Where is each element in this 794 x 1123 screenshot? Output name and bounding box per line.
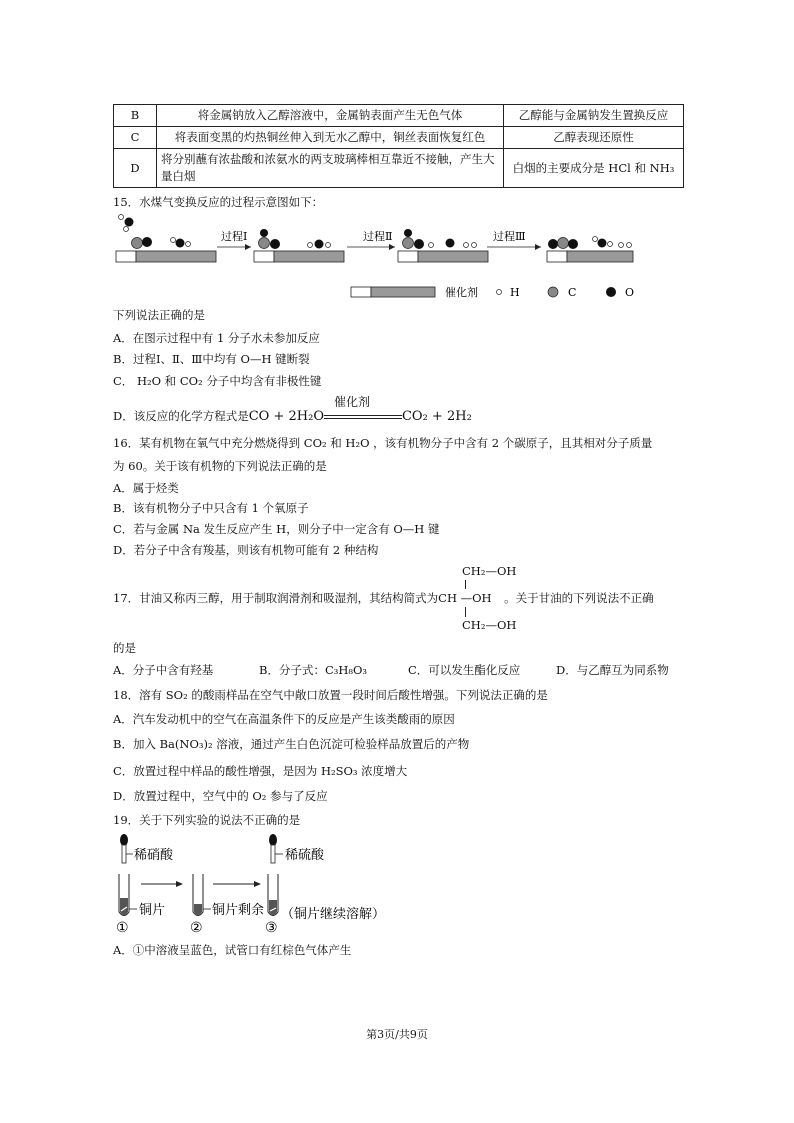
q18-option-c: C．放置过程中样品的酸性增强，是因为 H₂SO₃ 浓度增大 (113, 764, 408, 778)
q17-stem: 17．甘油又称丙三醇，用于制取润滑剂和吸湿剂，其结构简式为CH —OH 。关于甘油的下列说法不正确 (113, 591, 654, 605)
q18-option-a: A．汽车发动机中的空气在高温条件下的反应是产生该类酸雨的原因 (113, 712, 455, 726)
q17-stem-2: 的是 (113, 641, 136, 655)
table-row (114, 149, 684, 188)
water-gas-shift-diagram (113, 210, 643, 300)
row-label: B (114, 105, 157, 127)
row-label: C (114, 127, 157, 149)
q15-ask: 下列说法正确的是 (113, 308, 205, 322)
q19-option-a: A．①中溶液呈蓝色，试管口有红棕色气体产生 (113, 943, 352, 957)
table-row (114, 127, 684, 149)
dilute-nitric-acid-label: 稀硝酸 (134, 848, 174, 863)
q18-stem: 18．溶有 SO₂ 的酸雨样品在空气中敞口放置一段时间后酸性增强。下列说法正确的是 (113, 688, 548, 702)
dilute-sulfuric-acid-label: 稀硫酸 (285, 848, 325, 863)
q17-option-a: A．分子中含有羟基 (113, 663, 214, 677)
q16-option-b: B．该有机物分子中只含有 1 个氧原子 (113, 501, 309, 515)
legend-o: O (625, 286, 635, 299)
legend-catalyst: 催化剂 (445, 286, 478, 299)
page-footer: 第3页/共9页 (366, 1028, 428, 1041)
glycerol-bot: CH₂—OH (462, 618, 517, 632)
q16-stem-1: 16．某有机物在氧气中充分燃烧得到 CO₂ 和 H₂O ，该有机物分子中含有 2 个碳原子，且其相对分子质量 (113, 436, 653, 450)
glycerol-mid: CH —OH (438, 591, 492, 605)
catalyst-3 (398, 251, 488, 262)
copper-continues-label: （铜片继续溶解） (281, 907, 386, 922)
q16-option-c: C．若与金属 Na 发生反应产生 H，则分子中一定含有 O—H 键 (113, 522, 440, 536)
q17-option-b: B．分子式：C₃H₈O₃ (259, 663, 368, 677)
glycerol-top: CH₂—OH (462, 564, 517, 578)
q18-option-b: B．加入 Ba(NO₃)₂ 溶液，通过产生白色沉淀可检验样品放置后的产物 (113, 737, 470, 751)
q18-option-d: D．放置过程中，空气中的 O₂ 参与了反应 (113, 789, 328, 803)
catalyst-1 (116, 251, 216, 262)
catalyst-condition: 催化剂 (333, 395, 370, 409)
q16-option-d: D．若分子中含有羧基，则该有机物可能有 2 种结构 (113, 543, 379, 557)
row-conclusion: 乙醇能与金属钠发生置换反应 (504, 105, 684, 127)
process-2-label: 过程Ⅱ (363, 230, 393, 243)
legend-c: C (568, 286, 577, 299)
row-operation: 将分别蘸有浓盐酸和浓氨水的两支玻璃棒相互靠近不接触，产生大量白烟 (157, 149, 504, 188)
process-1-label: 过程Ⅰ (221, 230, 248, 243)
q15-option-b: B．过程Ⅰ、Ⅱ、Ⅲ中均有 O—H 键断裂 (113, 352, 310, 366)
q15-option-a: A．在图示过程中有 1 分子水未参加反应 (113, 331, 320, 345)
q16-option-a: A．属于烃类 (113, 481, 179, 495)
row-operation: 将金属钠放入乙醇溶液中，金属钠表面产生无色气体 (157, 105, 504, 127)
q15-option-d: D．该反应的化学方程式是CO + 2H₂O 催化剂 CO₂ + 2H₂ (113, 395, 472, 424)
q17-option-c: C．可以发生酯化反应 (408, 663, 521, 677)
row-conclusion: 乙醇表现还原性 (504, 127, 684, 149)
tube-3-number: ③ (265, 920, 278, 936)
catalyst-4 (547, 251, 633, 262)
process-3-label: 过程Ⅲ (493, 230, 526, 243)
q19-stem: 19．关于下列实验的说法不正确的是 (113, 813, 301, 827)
row-label: D (114, 149, 157, 188)
tube-2-number: ② (190, 920, 203, 936)
legend-h: H (510, 286, 520, 299)
tube-1-number: ① (116, 920, 129, 936)
copper-experiment-diagram (113, 832, 403, 936)
q15-stem: 15．水煤气变换反应的过程示意图如下： (113, 195, 324, 209)
row-operation: 将表面变黑的灼热铜丝伸入到无水乙醇中，铜丝表面恢复红色 (157, 127, 504, 149)
copper-remaining-label: 铜片剩余 (212, 903, 265, 918)
table-row (114, 105, 684, 127)
row-conclusion: 白烟的主要成分是 HCl 和 NH₃ (504, 149, 684, 188)
option-table (113, 104, 684, 188)
q16-stem-2: 为 60。关于该有机物的下列说法正确的是 (113, 459, 327, 473)
q15-option-c: C． H₂O 和 CO₂ 分子中均含有非极性键 (113, 374, 322, 388)
copper-sheet-label: 铜片 (139, 903, 166, 918)
q17-option-d: D．与乙醇互为同系物 (556, 663, 669, 677)
catalyst-2 (254, 251, 344, 262)
